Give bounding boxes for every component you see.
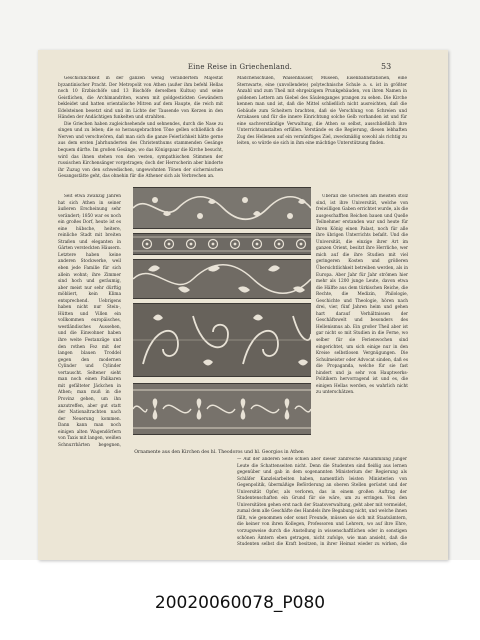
paragraph: Seit etwa zwanzig Jahren hat sich Athen in seiner äußeren Erscheinung sehr verändert; 1850 war es noch ein großes Dorf, heute ist es eine hübsche, heitere, reinliche Stadt mit breiten Straßen und eleganten in Gärten versteckten Häusern. Letztere haben keine anderen Stockwerke, weil eben jede Familie für sich allein wohnt; ihre Zimmer sind hoch und geräumig, aber meist nur sehr dürftig möbliert, kein Klima entsprechend. Uebrigens haben nicht nur Stein-, Hütten und Villen ein vollkommen europäisches, westländisches Aussehen, und die Einwohner haben ihre weite Festanzüge und den rothen Fez mit der langen blauen Troddel gegen den modernen Cylinder und Cylinder vertauscht. Seltener sieht man noch einen Palikaren mit gefälteter Jäckchen in Athen; man muß in die Provinz gehen, um ihn anzutreffen, aber gut statt der Nationaltrachten nach der Neuerung kommen. Dann kann man noch einigen alten Wagendörfern von Taxis mit langen, weißen Schnurrbärten begegnen, [58, 194, 121, 448]
left-column-footer [58, 457, 223, 547]
paragraph: Überall die Griechen am meisten stolz sind, ist ihre Universität, welche von freiwilligen Gaben errichtet wurde, als die ausgeschafften Reichen bauen und Quelle Teilnehmer erstanden war und heute für ihren König einen Palast, noch für alle ihre übrigen Unterrichts befaßt. Und die Universität, die einzige ihrer Art im ganzen Orient, besitzt ihre Herrliche, wer mich auf die ihre Studien mit viel geringeren Kosten und größeren Übersichtlichkeit betreiben werden, als in Europa. Aber Jahr für Jahr strömen hier mehr als 1200 junge Leute, davon etwa die Hälfte aus dem türkischen Reiche, die Rechte, die Medizin, Philologie, Geschichte und Theologie, hören nach drei, vier, fünf Jahren heim und gehen hart darauf Verhältnissen der Geschäftswelt und besonders des Hellenismus ab. Ein großer Theil aber ist gar nicht so mit Studien in die Ferne, wo selber für sie Ferienwochen sind eingerichtet, um sich einige nur in den Kreise selbstlosen Vergnügungen. Die Schulmeister oder Advocat sinden, daß es die Propaganda, welche für sie fast hindert und ja sehr von Hauptwerks-Politikern hervorragend ist und es, die einigen Hellas werden, es wahrlich nicht zu unterschätzen. [316, 194, 408, 396]
ornament-illustration [123, 187, 313, 447]
ornament-band-tendril [133, 303, 311, 377]
running-head: Eine Reise in Griechenland. [187, 63, 293, 71]
right-column-top [237, 76, 407, 190]
paragraph: Mädchenschulen, Waisenhäuser, Museen, Eisenbahnstationen, eine Sternwarte, eine (unvollendete) polytechnische Schule a. s. ist in größter Anzahl und zum Theil mit ehrgeizigem Prunkgebäuden, von ihren Namen in goldenen Lettern am Giebel des Säulenganges prangen zu sehen. Die Kirche kennen man und ist, daß die Mittel schließlich nicht ausreichten, daß die Gebäude zum Scheitern brachten, daß sie Verschlung von Schreien und Arrakasen und für die innere Einrichtung solche Gelb vorhanden ist und für eine sachverständige Verwaltung, die Athen so selbst, ausschließlich ihre Unterrichtsanstalten erfüllen. Verstände es die Regierung, diesen lebhaften Zug des Hellenen auf ein vernünftiges Ziel, zweckmäßig sowohl als richtig zu leiten, so würde sie sich in ihm eine mächtige Unterstützung finden. [237, 76, 407, 147]
ornament-band-leaf-scroll [133, 259, 311, 299]
right-column-middle [316, 194, 408, 448]
paragraph: Geschicklichkeit in der ganzen wenig verändertem Majestät byzantinischer Pracht. Der Metropolit von Athen (außer ihm befehl Hellas noch 10 Erzbischöfe und 13 Bischöfe derselben Kultus) und seine Geistlichen, die Archimandriten, waren mit goldgestickten Gewändern bekleidet und hatten orientalische Mitren auf dem Haupte, die reich mit Edelsteinen besetzt sind und im Lichte der Tausende von Kerzen in den Händen der Andächtigen funkelten und strahlten. [58, 76, 223, 121]
paragraph: — Auf der anderen Seite schien aber dieser zahlreiche Ansammlung junger Leute die Schattenseiten nicht. Denn die Studenten sind fleißig aus lernen gegenüber und gab in dem sogenannten Ministerium der Regierung als Schläfer Kanzleiarbeiten haben, namentlich leisten Ministerien von Gegenpolitik, übermäßige Beförderung an oberen Stellen gerüstet und der Universität Opfer, als verloren, das in einem großen Auftrag der Studentenschaften ein Grund für sie wäre, um zu erringen. Von den Universitäten gehen erst nach der Staatsverwaltung, geht aber mit vermeidet, zumal dem alle Geschäfte des Handels ihre Begabung nicht, und welche ihnen fällt, wie genommen oder sonst Freunde, müssen sie sich mit Staatsämtern, die keiner von ihren Kollegen, Professoren und Lehrern, wo auf ihre Ehre, vorzugsweise durch die Anstellung in wissenschaftlichen oder in sonstigen schönen Ämtern eben getragen, nicht zufolge, wie man ansieht, daß die Studenten selbst die Kraft besitzen, in ihrer Heimat wieder zu wirken, die [237, 457, 407, 547]
left-column-top [58, 76, 223, 190]
page-number: 53 [381, 62, 392, 71]
scan-identifier: 20020060078_P080 [154, 593, 326, 613]
ornament-band-fleuron [133, 383, 311, 435]
right-column-bottom [237, 457, 407, 547]
left-column-bottom [58, 194, 121, 449]
figure-caption: Ornamente aus den Kirchen des hl. Theodoros und hl. Georgios in Athen [134, 450, 304, 455]
ornament-band-rosette-chain [133, 233, 311, 255]
ornament-band-scroll-vine [133, 187, 311, 229]
paragraph: Die Griechen haben zugleichsehende und sehnendes, durch die Nase zu singen und zu leben; die so herausgebrachten Töne gellen schließlich die Nerven und verschwören, daß man sich die ganze Feierlichkeit hätte gerne aus dem ersten Jahrhunderten des Christenthums stammenden Gesänge bequem dürfte. Im großen Gesänge, wo das Königspaar die Kirche besucht, wird das ihnen stehen von den vesten, sympathischen Stimmen der russischen Kirchensänger vorgetragen; doch der Herrscherin aber hinderte ihr Zuzug von den schwedischen, ungewohnten Tönen der sichernischen Gesangsstätte geht, das ohnehin für die Athener sich als Verbrechen an. [58, 121, 223, 180]
